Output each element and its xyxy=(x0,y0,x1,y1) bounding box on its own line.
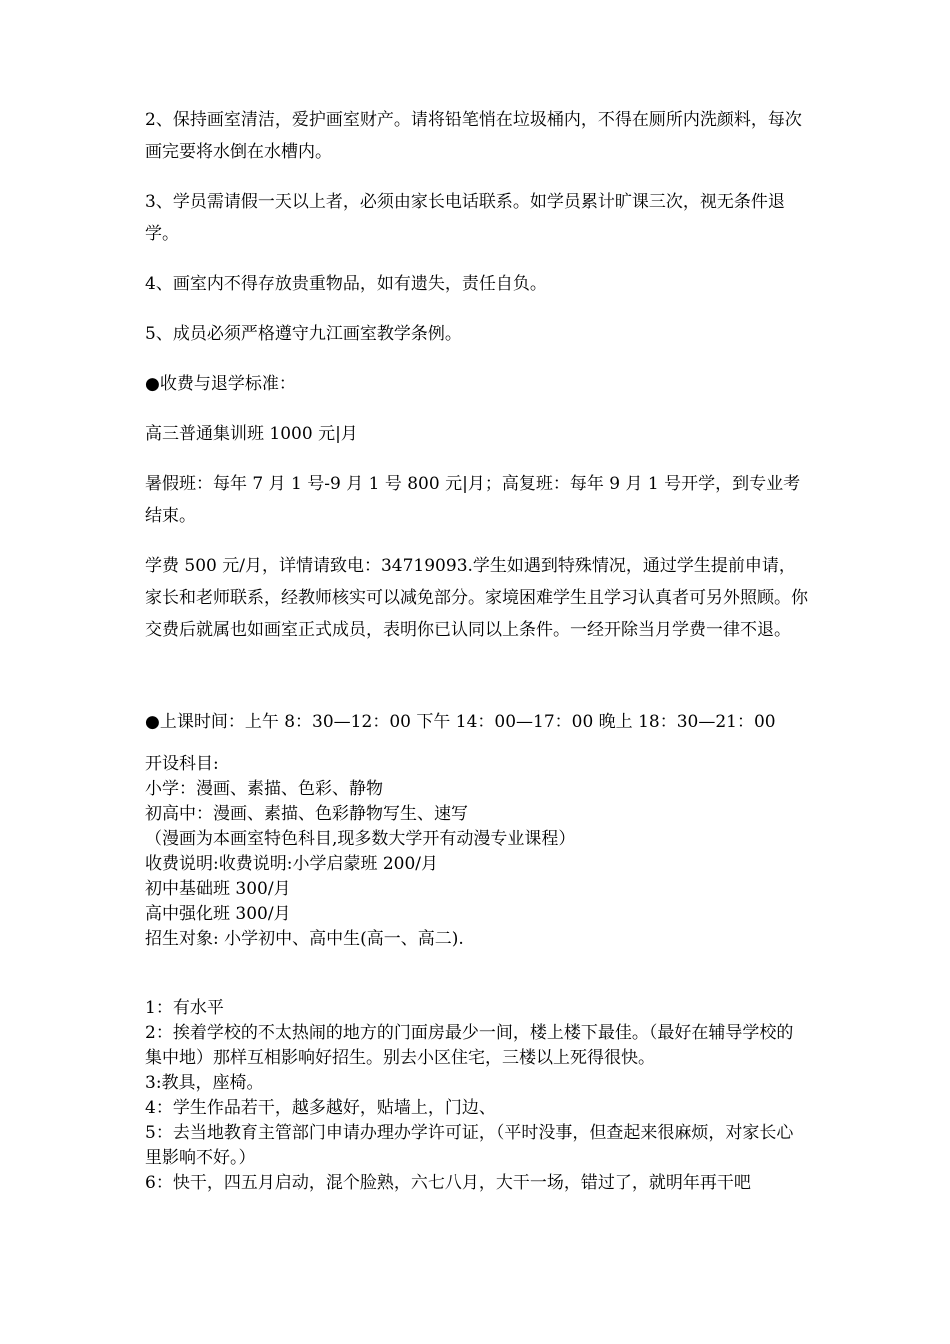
subjects-primary: 小学：漫画、素描、色彩、静物 xyxy=(145,779,383,799)
tip-1: 1：有水平 xyxy=(145,998,224,1018)
subjects-note: （漫画为本画室特色科目,现多数大学开有动漫专业课程） xyxy=(145,829,576,849)
fees-line-2: 暑假班：每年 7 月 1 号-9 月 1 号 800 元|月；高复班：每年 9 月 1 号开学，到专业考结束。 xyxy=(145,474,801,526)
fee-primary: 收费说明:收费说明:小学启蒙班 200/月 xyxy=(145,854,439,874)
rule-3: 3、学员需请假一天以上者，必须由家长电话联系。如学员累计旷课三次，视无条件退学。 xyxy=(145,192,785,244)
schedule-time: ●上课时间：上午 8：30—12：00 下午 14：00—17：00 晚上 18：30—21：00 xyxy=(145,712,776,732)
rule-4: 4、画室内不得存放贵重物品，如有遗失，责任自负。 xyxy=(145,274,547,294)
rule-5: 5、成员必须严格遵守九江画室教学条例。 xyxy=(145,324,462,344)
fees-line-3: 学费 500 元/月，详情请致电：34719093.学生如遇到特殊情况，通过学生提前申请，家长和老师联系，经教师核实可以减免部分。家境困难学生且学习认真者可另外照顾。你交费后就属也如画室正式成员，表明你已认同以上条件。一经开除当月学费一律不退。 xyxy=(145,556,808,640)
fees-heading: ●收费与退学标准： xyxy=(145,374,296,394)
tip-6: 6：快干，四五月启动，混个脸熟，六七八月，大干一场，错过了，就明年再干吧 xyxy=(145,1173,751,1193)
tip-5: 5：去当地教育主管部门申请办理办学许可证，（平时没事，但查起来很麻烦，对家长心里影响不好。） xyxy=(145,1123,794,1168)
enrollment-target: 招生对象: 小学初中、高中生(高一、高二). xyxy=(145,929,464,949)
fee-senior: 高中强化班 300/月 xyxy=(145,904,291,924)
tip-2: 2：挨着学校的不太热闹的地方的门面房最少一间，楼上楼下最佳。（最好在辅导学校的集中地）那样互相影响好招生。别去小区住宅，三楼以上死得很快。 xyxy=(145,1023,794,1068)
rule-2: 2、保持画室清洁，爱护画室财产。请将铅笔悄在垃圾桶内，不得在厕所内洗颜料，每次画完要将水倒在水槽内。 xyxy=(145,110,802,162)
document-page xyxy=(145,104,810,1196)
fees-line-1: 高三普通集训班 1000 元|月 xyxy=(145,424,358,444)
subjects-secondary: 初高中：漫画、素描、色彩静物写生、速写 xyxy=(145,804,468,824)
tip-4: 4：学生作品若干，越多越好，贴墙上，门边、 xyxy=(145,1098,496,1118)
subjects-heading: 开设科目: xyxy=(145,754,219,774)
tip-3: 3:教具，座椅。 xyxy=(145,1073,264,1093)
fee-junior: 初中基础班 300/月 xyxy=(145,879,291,899)
